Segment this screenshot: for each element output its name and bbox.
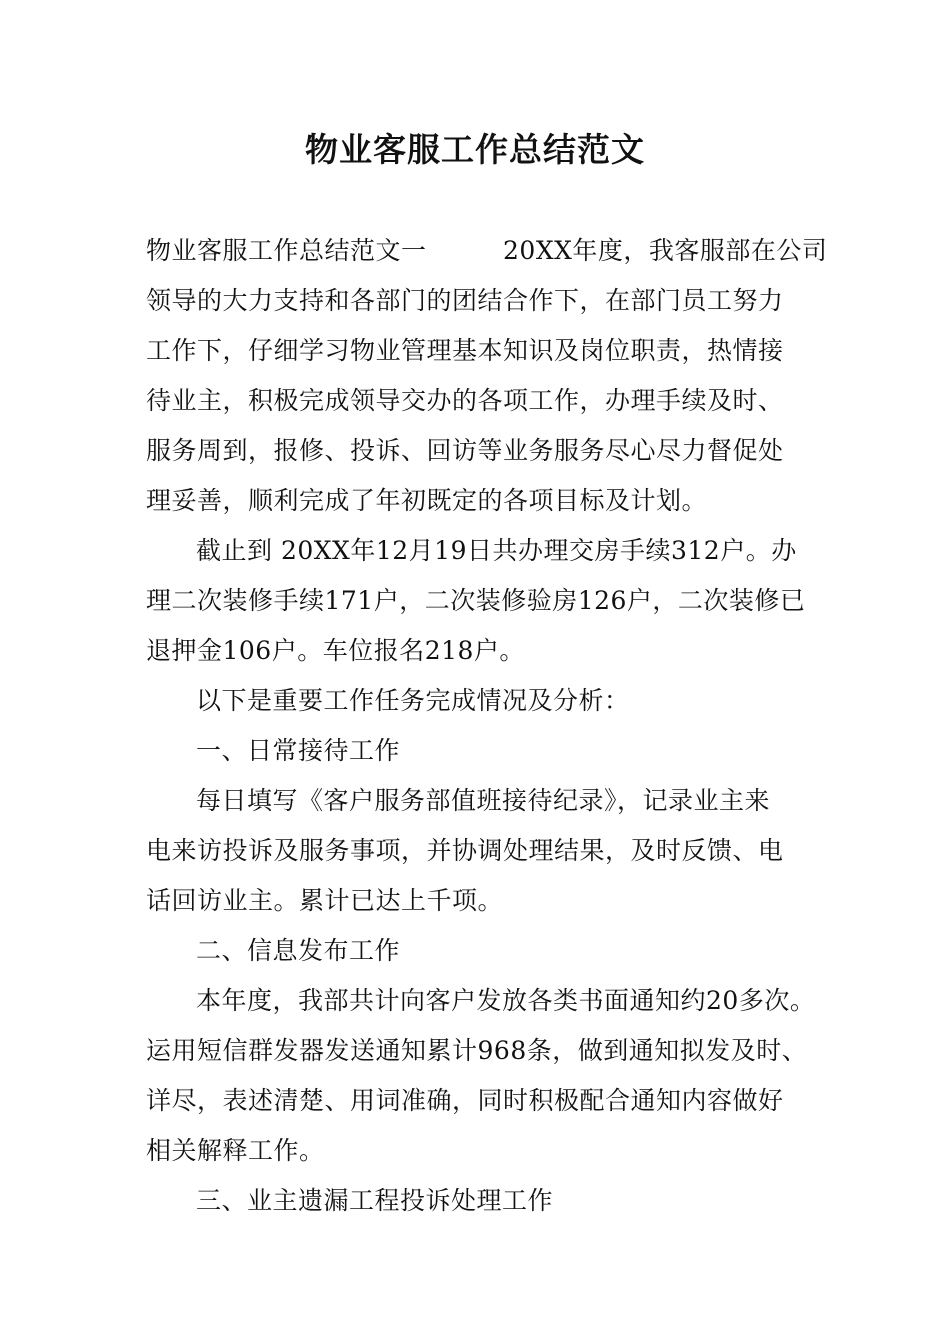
paragraph-line: 电来访投诉及服务事项，并协调处理结果，及时反馈、电 [146,836,784,865]
page-title: 物业客服工作总结范文 [305,130,645,169]
document-body [146,226,828,1226]
paragraph-line: 以下是重要工作任务完成情况及分析： [196,686,630,715]
paragraph-line: 每日填写《客户服务部值班接待纪录》，记录业主来 [196,786,771,815]
paragraph-line: 退押金106户。车位报名218户。 [146,636,525,665]
paragraph-line: 相关解释工作。 [146,1136,325,1165]
paragraph-line: 详尽，表述清楚、用词准确，同时积极配合通知内容做好 [146,1086,784,1115]
paragraph-line: 物业客服工作总结范文一 20XX年度，我客服部在公司 [146,236,828,265]
paragraph-line: 话回访业主。累计已达上千项。 [146,886,504,915]
paragraph-line: 本年度，我部共计向客户发放各类书面通知约20多次。 [196,986,816,1015]
paragraph-line: 截止到 20XX年12月19日共办理交房手续312户。办 [196,536,797,565]
paragraph-line: 领导的大力支持和各部门的团结合作下，在部门员工努力 [146,286,784,315]
section-heading: 三、业主遗漏工程投诉处理工作 [196,1186,554,1215]
section-heading: 二、信息发布工作 [196,936,401,965]
paragraph-line: 工作下，仔细学习物业管理基本知识及岗位职责，热情接 [146,336,784,365]
paragraph-line: 待业主，积极完成领导交办的各项工作，办理手续及时、 [146,386,784,415]
section-heading: 一、日常接待工作 [196,736,401,765]
paragraph-line: 理妥善，顺利完成了年初既定的各项目标及计划。 [146,486,708,515]
paragraph-line: 运用短信群发器发送通知累计968条，做到通知拟发及时、 [146,1036,808,1065]
paragraph-line: 理二次装修手续171户，二次装修验房126户，二次装修已 [146,586,806,615]
paragraph-line: 服务周到，报修、投诉、回访等业务服务尽心尽力督促处 [146,436,784,465]
